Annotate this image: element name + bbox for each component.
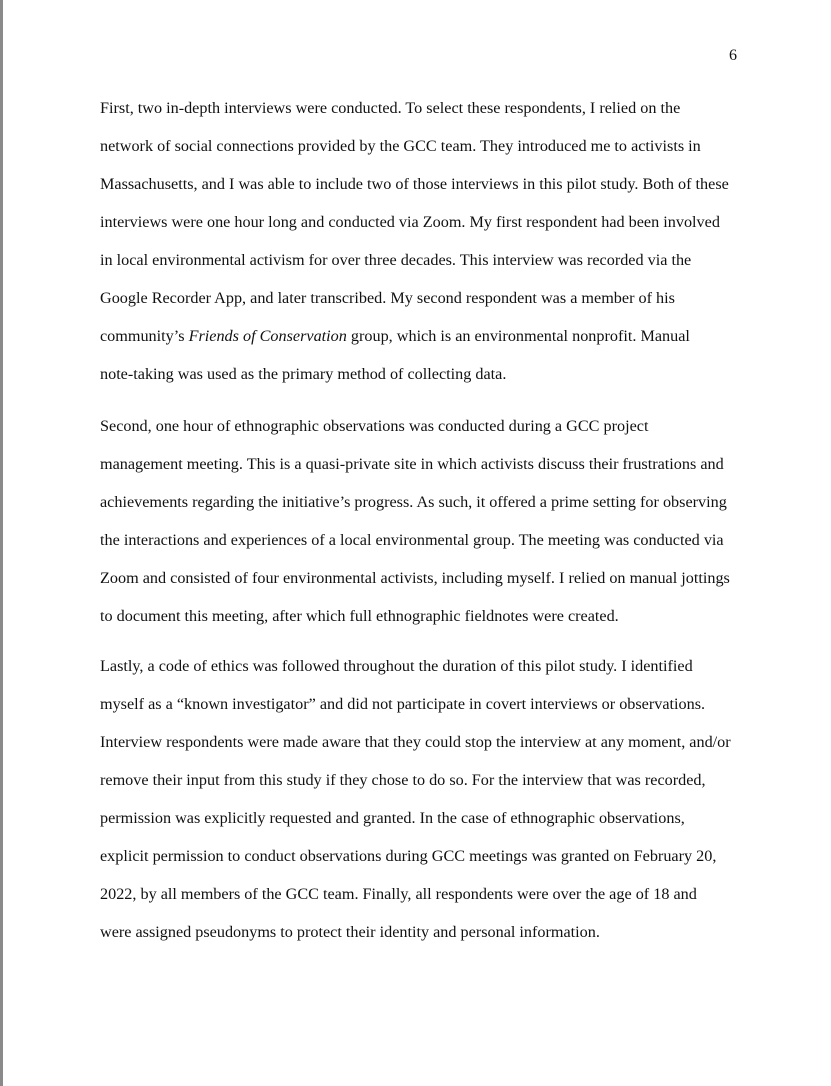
text-run: community’s: [100, 327, 189, 345]
text-line: were assigned pseudonyms to protect their identity and personal information.: [100, 923, 600, 941]
paragraph-methods-observations: [100, 407, 746, 635]
text-line: myself as a “known investigator” and did not participate in covert interviews or observations.: [100, 695, 706, 713]
text-line: network of social connections provided by the GCC team. They introduced me to activists in: [100, 137, 701, 155]
page-number: 6: [729, 47, 737, 64]
text-line: interviews were one hour long and conducted via Zoom. My first respondent had been involved: [100, 213, 720, 231]
text-line: 2022, by all members of the GCC team. Finally, all respondents were over the age of 18 and: [100, 885, 697, 903]
text-line: explicit permission to conduct observations during GCC meetings was granted on February 20,: [100, 847, 717, 865]
text-line: to document this meeting, after which full ethnographic fieldnotes were created.: [100, 607, 619, 625]
text-line: Lastly, a code of ethics was followed throughout the duration of this pilot study. I identified: [100, 657, 693, 675]
text-line: note-taking was used as the primary method of collecting data.: [100, 365, 507, 383]
text-line: Google Recorder App, and later transcribed. My second respondent was a member of his: [100, 289, 675, 307]
text-line: permission was explicitly requested and granted. In the case of ethnographic observations,: [100, 809, 685, 827]
text-line: achievements regarding the initiative’s progress. As such, it offered a prime setting for observing: [100, 493, 727, 511]
paragraph-methods-interviews: [100, 89, 746, 393]
text-line: Zoom and consisted of four environmental activists, including myself. I relied on manual jottings: [100, 569, 730, 587]
text-line: the interactions and experiences of a local environmental group. The meeting was conducted via: [100, 531, 724, 549]
text-line: First, two in-depth interviews were conducted. To select these respondents, I relied on the: [100, 99, 681, 117]
italic-group-name: Friends of Conservation: [188, 327, 347, 345]
paragraph-methods-ethics: [100, 647, 746, 951]
text-line: Massachusetts, and I was able to include two of those interviews in this pilot study. Both of these: [100, 175, 729, 193]
text-line: Second, one hour of ethnographic observations was conducted during a GCC project: [100, 417, 649, 435]
document-page: [3, 0, 831, 1086]
text-line: in local environmental activism for over three decades. This interview was recorded via the: [100, 251, 692, 269]
text-line: management meeting. This is a quasi-private site in which activists discuss their frustrations and: [100, 455, 724, 473]
text-run: group, which is an environmental nonprofit. Manual: [346, 327, 690, 345]
text-line: [100, 317, 746, 355]
text-line: Interview respondents were made aware that they could stop the interview at any moment, and/or: [100, 733, 731, 751]
text-line: remove their input from this study if they chose to do so. For the interview that was recorded,: [100, 771, 706, 789]
